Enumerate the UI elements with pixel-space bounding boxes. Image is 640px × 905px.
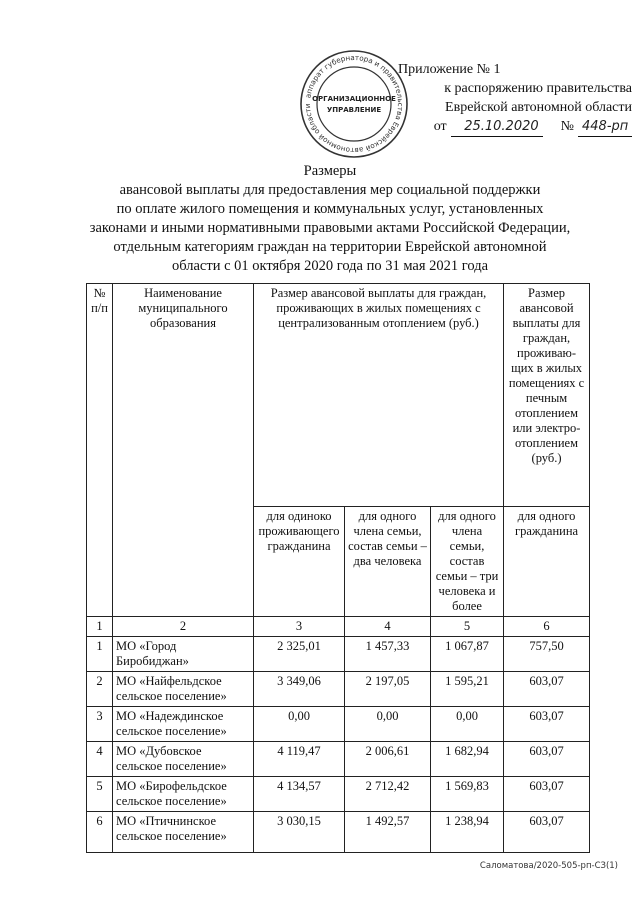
row-number: 5: [87, 777, 113, 812]
value-two-person: 2 712,42: [345, 777, 431, 812]
date-value: 25.10.2020: [451, 117, 543, 137]
value-stove: 603,07: [504, 742, 590, 777]
svg-text:аппарат губернатора и правител: аппарат губернатора и правительства Еврейской автономной области: [302, 52, 406, 156]
value-two-person: 2 197,05: [345, 672, 431, 707]
column-number-row: [87, 617, 590, 637]
title-line: законами и иными нормативными правовыми актами Российской Федерации,: [89, 220, 571, 236]
value-two-person: 1 457,33: [345, 637, 431, 672]
appendix-header: [392, 60, 632, 137]
row-number: 6: [87, 812, 113, 853]
col-number: 2: [113, 617, 254, 637]
value-three-person: 1 067,87: [431, 637, 504, 672]
header-central-heating: Размер авансовой выплаты для граждан, проживающих в жилых помещениях с централизованным отоплением (руб.): [254, 284, 504, 507]
value-single: 4 134,57: [254, 777, 345, 812]
document-title: [40, 162, 620, 276]
appendix-title: Приложение № 1: [398, 62, 501, 77]
header-stove-heating: Размер авансовой выплаты для граждан, проживаю-щих в жилых помещениях с печным отоплением или электро-отоплением (руб.): [504, 284, 590, 507]
municipality-name: МО «Птичнинское сельское поселение»: [113, 812, 254, 853]
title-line: по оплате жилого помещения и коммунальных услуг, установленных: [116, 201, 544, 217]
value-two-person: 2 006,61: [345, 742, 431, 777]
date-prefix: от: [433, 119, 447, 134]
row-number: 1: [87, 637, 113, 672]
value-single: 2 325,01: [254, 637, 345, 672]
table-row: [87, 707, 590, 742]
municipality-name: МО «Дубовское сельское поселение»: [113, 742, 254, 777]
value-three-person: 1 595,21: [431, 672, 504, 707]
payments-table: [86, 283, 590, 853]
value-single: 3 349,06: [254, 672, 345, 707]
value-stove: 603,07: [504, 812, 590, 853]
appendix-region-line: Еврейской автономной области: [445, 100, 632, 115]
table-row: [87, 742, 590, 777]
col-number: 4: [345, 617, 431, 637]
subheader-two-person: для одного члена семьи, состав семьи – два человека: [345, 507, 431, 617]
title-heading: Размеры: [303, 163, 357, 179]
municipality-name: МО «Найфельдское сельское поселение»: [113, 672, 254, 707]
municipality-name: МО «Бирофельдское сельское поселение»: [113, 777, 254, 812]
row-number: 4: [87, 742, 113, 777]
municipality-name: МО «Надеждинское сельское поселение»: [113, 707, 254, 742]
appendix-order-line: к распоряжению правительства: [444, 81, 632, 96]
table-row: [87, 637, 590, 672]
col-number: 6: [504, 617, 590, 637]
value-three-person: 0,00: [431, 707, 504, 742]
value-three-person: 1 569,83: [431, 777, 504, 812]
value-three-person: 1 238,94: [431, 812, 504, 853]
col-number: 5: [431, 617, 504, 637]
subheader-single: для одиноко проживающего гражданина: [254, 507, 345, 617]
document-footer-code: Саломатова/2020-505-рп-СЗ(1): [479, 861, 618, 871]
table-header-row: [87, 284, 590, 507]
header-number: № п/п: [87, 284, 113, 617]
value-three-person: 1 682,94: [431, 742, 504, 777]
value-single: 3 030,15: [254, 812, 345, 853]
value-two-person: 0,00: [345, 707, 431, 742]
title-line: области с 01 октября 2020 года по 31 мая 2021 года: [171, 258, 489, 274]
value-stove: 603,07: [504, 672, 590, 707]
value-stove: 757,50: [504, 637, 590, 672]
svg-text:ОРГАНИЗАЦИОННОЕ: ОРГАНИЗАЦИОННОЕ: [312, 95, 396, 103]
table-row: [87, 672, 590, 707]
value-stove: 603,07: [504, 707, 590, 742]
title-line: авансовой выплаты для предоставления мер социальной поддержки: [119, 182, 541, 198]
col-number: 3: [254, 617, 345, 637]
subheader-three-person: для одного члена семьи, состав семьи – три человека и более: [431, 507, 504, 617]
subheader-per-citizen: для одного гражданина: [504, 507, 590, 617]
row-number: 3: [87, 707, 113, 742]
number-prefix: №: [560, 119, 574, 134]
table-row: [87, 812, 590, 853]
appendix-date-line: [392, 117, 632, 137]
value-single: 0,00: [254, 707, 345, 742]
row-number: 2: [87, 672, 113, 707]
header-municipality: Наименование муниципального образования: [113, 284, 254, 617]
value-stove: 603,07: [504, 777, 590, 812]
title-line: отдельным категориям граждан на территории Еврейской автономной: [113, 239, 547, 255]
table-row: [87, 777, 590, 812]
value-two-person: 1 492,57: [345, 812, 431, 853]
value-single: 4 119,47: [254, 742, 345, 777]
number-value: 448-рп: [578, 117, 632, 137]
municipality-name: МО «Город Биробиджан»: [113, 637, 254, 672]
col-number: 1: [87, 617, 113, 637]
svg-text:УПРАВЛЕНИЕ: УПРАВЛЕНИЕ: [326, 106, 382, 114]
